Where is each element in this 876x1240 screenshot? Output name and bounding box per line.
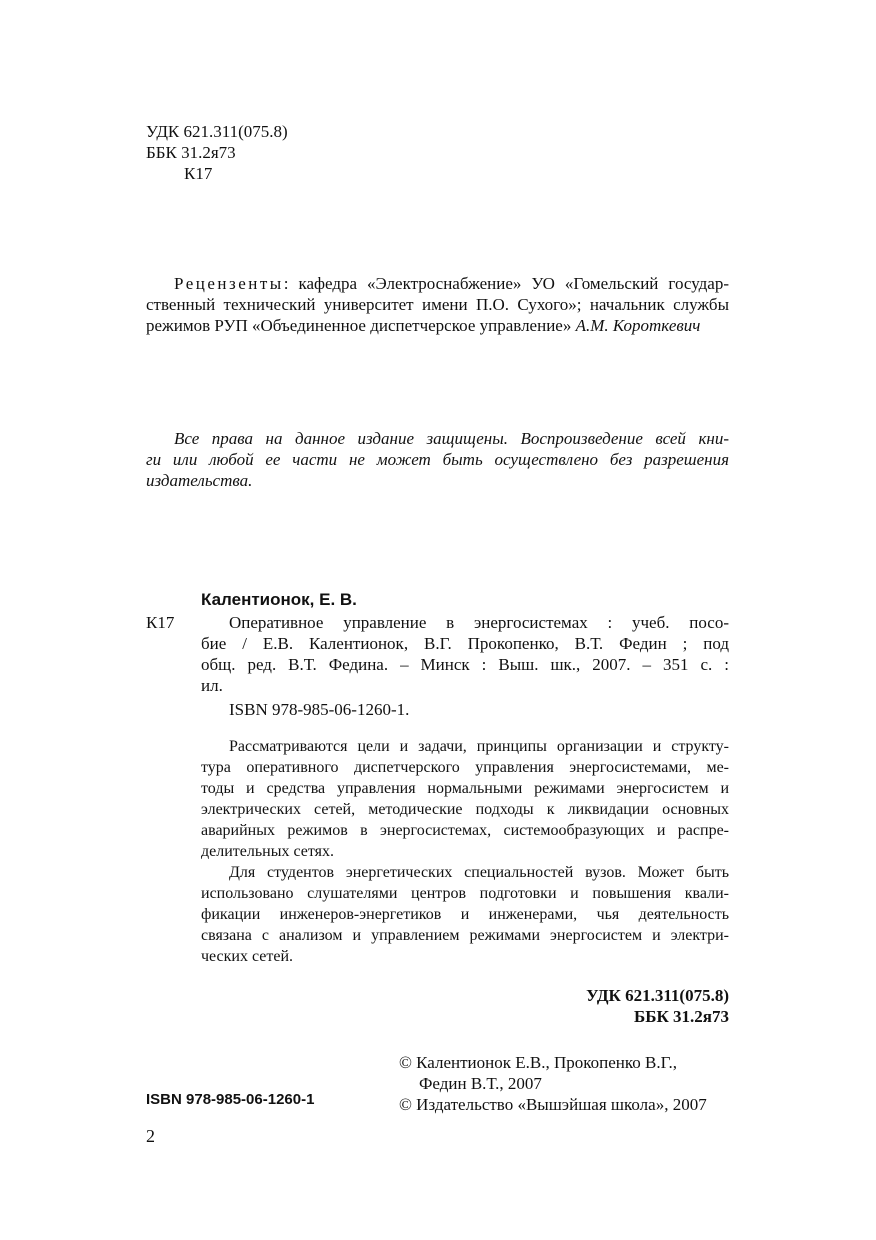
classification-udk: УДК 621.311(075.8) [586,986,729,1005]
bib-sign: К17 [146,613,175,632]
annotation-p1-line-4: электрических сетей, методические подходы к ликвидации основных [201,801,729,818]
page-number: 2 [146,1126,155,1146]
copyright-publisher: © Издательство «Вышэйшая школа», 2007 [399,1095,707,1114]
reviewers-line-2: ственный технический университет имени П.О. Сухого»; начальник службы [146,295,729,314]
copyright-authors-2: Федин В.Т., 2007 [419,1074,542,1093]
reviewers-line-1: : кафедра «Электроснабжение» УО «Гомельский государ- [283,274,729,293]
rights-line-3: издательства. [146,471,253,490]
annotation-p2-line-2: использовано слушателями центров подготовки и повышения квали- [201,885,729,902]
bib-entry-line-3: общ. ред. В.Т. Федина. – Минск : Выш. шк., 2007. – 351 с. : [201,655,729,674]
annotation-p1-line-3: тоды и средства управления нормальными режимами энергосистем и [201,780,729,797]
reviewers-line-3: режимов РУП «Объединенное диспетчерское управление» [146,316,572,335]
annotation-p2-line-3: фикации инженеров-энергетиков и инженерами, чья деятельность [201,906,729,923]
annotation-p1-line-1: Рассматриваются цели и задачи, принципы организации и структу- [229,738,729,755]
rights-line-1: Все права на данное издание защищены. Воспроизведение всей кни- [174,429,729,448]
bib-entry-line-2: бие / Е.В. Калентионок, В.Г. Прокопенко, В.Т. Федин ; под [201,634,729,653]
annotation-p1-line-6: делительных сетях. [201,843,335,860]
annotation-p1-line-5: аварийных режимов в энергосистемах, системообразующих и распре- [201,822,729,839]
annotation [201,736,729,967]
reviewers-label: Рецензенты [174,274,284,293]
header-author-sign: К17 [184,164,213,183]
bib-entry [201,612,729,720]
bib-author: Калентионок, Е. В. [201,590,357,609]
classification-bbk: ББК 31.2я73 [633,1007,729,1026]
reviewers-block [146,273,729,336]
copyright-authors-1: © Калентионок Е.В., Прокопенко В.Г., [399,1053,678,1072]
annotation-p1-line-2: тура оперативного диспетчерского управления энергосистемами, ме- [201,759,729,776]
bib-entry-line-1: Оперативное управление в энергосистемах : учеб. посо- [229,613,729,632]
rights-notice [146,428,729,491]
annotation-p2-line-1: Для студентов энергетических специальностей вузов. Может быть [229,864,729,881]
header-udk: УДК 621.311(075.8) [146,122,288,141]
bib-isbn: ISBN 978-985-06-1260-1. [229,700,410,719]
isbn-footer: ISBN 978-985-06-1260-1 [146,1091,315,1108]
classification [430,985,729,1027]
annotation-p2-line-5: ческих сетей. [201,948,294,965]
header-codes [146,121,288,184]
rights-line-2: ги или любой ее части не может быть осуществлено без разрешения [146,450,729,469]
bib-entry-line-4: ил. [201,676,223,695]
header-bbk: ББК 31.2я73 [146,143,236,162]
annotation-p2-line-4: связана с анализом и управлением режимами энергосистем и электри- [201,927,729,944]
reviewers-person: А.М. Короткевич [575,316,701,335]
copyright-block [399,1052,729,1115]
